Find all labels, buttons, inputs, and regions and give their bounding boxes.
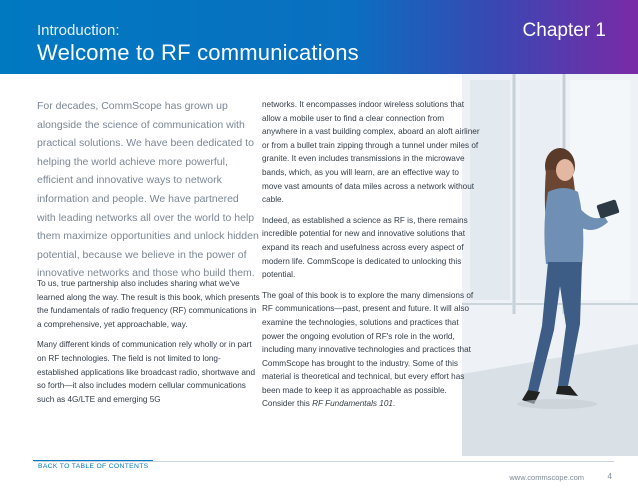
chapter-header <box>0 0 638 74</box>
body-column-left <box>37 277 262 413</box>
back-to-toc-link[interactable]: BACK TO TABLE OF CONTENTS <box>33 460 153 472</box>
website-link[interactable]: www.commscope.com <box>509 473 584 482</box>
book-title: RF Fundamentals 101 <box>312 399 393 409</box>
body-text: . <box>392 399 396 409</box>
body-paragraph: Many different kinds of communication rely wholly or in part on RF technologies. The field is not limited to long-established applications like broadcast radio, shortwave and so forth—it also includes modern cellular communications such as 4G/LTE and emerging 5G <box>37 340 256 404</box>
intro-label: Introduction: <box>37 22 120 39</box>
body-column-right <box>262 98 480 418</box>
body-paragraph <box>262 289 480 411</box>
body-paragraph: Indeed, as established a science as RF is, there remains incredible potential for new and innovative solutions that expand its reach and usefulness across every aspect of modern life. CommScope is dedicated to unlocking this potential. <box>262 215 468 280</box>
hero-photo <box>462 74 638 456</box>
lead-paragraph: For decades, CommScope has grown up alongside the science of communication with practical solutions. We have been dedicated to helping the world achieve more powerful, efficient and innovative ways to network information and people. We have partnered with leading networks all over the world to help them maximize opportunities and unlock hidden potential, because we believe in the power of innovative networks and those who build them. <box>37 100 259 280</box>
page-number: 4 <box>607 472 612 481</box>
body-text: The goal of this book is to explore the many dimensions of RF communications—past, present and future. It will also examine the technologies, solutions and practices that power the ongoing evolution of RF's role in the world, including many innovative technologies and practices that CommScope has brought to the industry. Some of this material is theoretical and technical, but every effort has been made to keep it as approachable as possible. Consider this <box>262 290 474 409</box>
woman-with-tablet-illustration <box>462 74 638 456</box>
body-paragraph: networks. It encompasses indoor wireless solutions that allow a mobile user to find a clear connection from anywhere in a vast building complex, aboard an aloft airliner or from a bullet train zipping through a tunnel under miles of granite. It even includes transmissions in the microwave bands, which, as you will learn, are an effective way to move vast amounts of data miles across a network without cable. <box>262 100 480 205</box>
chapter-label: Chapter 1 <box>522 20 606 41</box>
page-title: Welcome to RF communications <box>37 40 359 65</box>
body-paragraph: To us, true partnership also includes sharing what we've learned along the way. The result is this book, which presents the fundamentals of radio frequency (RF) communications in a comprehensive, yet approachable, way. <box>37 279 260 329</box>
